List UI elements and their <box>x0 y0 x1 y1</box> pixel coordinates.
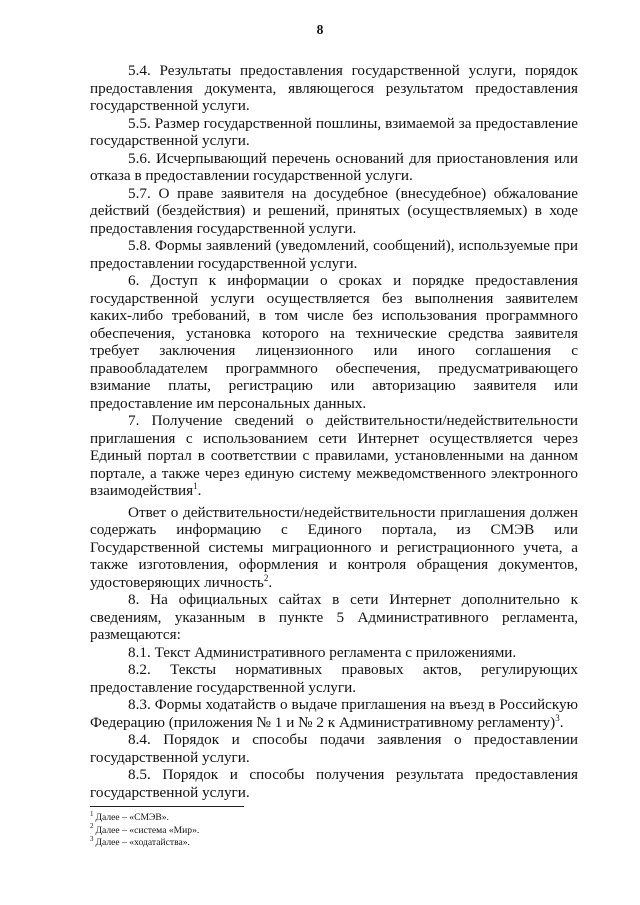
paragraph-6: 6. Доступ к информации о сроках и порядке предоставления государственной услуги осуществляется без выполнения заявителем каких-либо требований, в том числе без использования программного обеспечения, установка которого на технические средства заявителя требует заключения лицензионного или иного соглашения с правообладателем программного обеспечения, предусматривающего взимание платы, регистрацию или авторизацию заявителя или предоставление им персональных данных. <box>90 272 578 412</box>
paragraph-5-7: 5.7. О праве заявителя на досудебное (внесудебное) обжалование действий (бездействия) и решений, принятых (осуществляемых) в ходе предоставления государственной услуги. <box>90 184 578 237</box>
footnote-1: $^1$ Далее – «СМЭВ». <box>90 809 169 823</box>
paragraph-8-1: 8.1. Текст Административного регламента с приложениями. <box>128 643 517 661</box>
footnote-number: 2 <box>90 822 94 831</box>
paragraph-8: 8. На официальных сайтах в сети Интернет дополнительно к сведениям, указанным в пункте 5 Административного регламента, размещаются: <box>90 591 578 643</box>
footnote-3: $^3$ Далее – «ходатайства». <box>90 834 190 848</box>
paragraph-5-5: 5.5. Размер государственной пошлины, взимаемой за предоставление государственной услуги. <box>90 114 578 149</box>
footnote-divider <box>90 806 244 807</box>
paragraph-5-6: 5.6. Исчерпывающий перечень оснований для приостановления или отказа в предоставлении государственной услуги. <box>90 149 578 184</box>
footnote-number: 1 <box>90 809 94 818</box>
footnote-ref-1: 1 <box>193 480 198 491</box>
paragraph-7: 7. Получение сведений о действительности/недействительности приглашения с использованием сети Интернет осуществляется через Единый портал в соответствии с правилами, установленными на данном портале, а также через единую систему межведомственного электронного взаимодействия$^1$. <box>90 412 578 499</box>
page-number: 8 <box>316 22 324 37</box>
footnote-number: 3 <box>90 834 94 843</box>
paragraph-5-8: 5.8. Формы заявлений (уведомлений, сообщений), используемые при предоставлении государственной услуги. <box>90 237 578 272</box>
footnote-ref-2: 2 <box>263 572 269 583</box>
footnote-ref-3: 3 <box>555 712 560 723</box>
footnotes <box>90 809 390 850</box>
paragraph-8-5: 8.5. Порядок и способы получения результата предоставления государственной услуги. <box>90 766 578 801</box>
paragraph-5-4: 5.4. Результаты предоставления государственной услуги, порядок предоставления документа, являющегося результатом предоставления государственной услуги. <box>90 62 578 114</box>
paragraph-8-2: 8.2. Тексты нормативных правовых актов, регулирующих предоставление государственной услуги. <box>90 661 578 696</box>
paragraph-7-answer: Ответ о действительности/недействительности приглашения должен содержать информацию с Единого портала, из СМЭВ или Государственной системы миграционного и регистрационного учета, а также изготовления, оформления и контроля обращения документов, удостоверяющих личность$^2$. <box>90 503 578 591</box>
paragraph-8-4: 8.4. Порядок и способы подачи заявления о предоставлении государственной услуги. <box>90 731 578 766</box>
document-body <box>90 62 578 801</box>
paragraph-8-3: 8.3. Формы ходатайств о выдаче приглашения на въезд в Российскую Федерацию (приложения № 1 и № 2 к Административному регламенту)$^3$. <box>90 696 578 731</box>
footnote-2: $^2$ Далее – «система «Мир». <box>90 822 200 836</box>
